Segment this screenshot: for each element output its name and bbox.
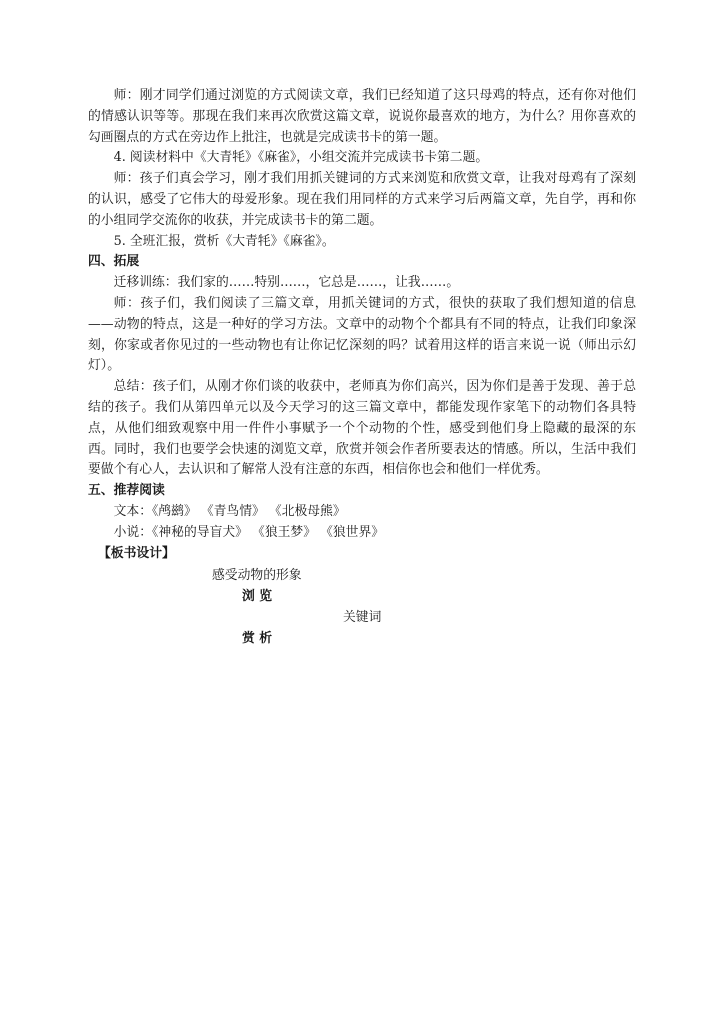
reading-novels: 小说：《神秘的导盲犬》 《狼王梦》 《狼世界》 [113,524,385,540]
paragraph-teacher-1: 师：刚才同学们通过浏览的方式阅读文章，我们已经知道了这只母鸡的特点，还有你对他们的情感认识等等。那现在我们来再次欣赏这篇文章，说说你最喜欢的地方，为什么？用你喜欢的勾画圈点的方式在旁边作上批注，也就是完成读书卡的第一题。 [88,88,636,145]
paragraph-transfer-training: 迁移训练：我们家的……特别……，它总是……，让我……。 [113,275,460,291]
board-topic: 感受动物的形象 [212,567,302,583]
reading-texts: 文本：《鸬鹚》 《青鸟情》 《北极母熊》 [113,503,346,519]
paragraph-step-5: 5. 全班汇报，赏析《大青牦》《麻雀》。 [113,233,335,249]
board-keyword: 关键词 [343,609,382,625]
blackboard-design [88,544,636,646]
paragraph-step-4: 4. 阅读材料中《大青牦》《麻雀》，小组交流并完成读书卡第二题。 [113,150,489,166]
board-appreciate: 赏 析 [242,630,273,646]
document-page [88,86,636,646]
section-heading-extension: 四、拓展 [88,254,140,270]
paragraph-teacher-3: 师：孩子们，我们阅读了三篇文章，用抓关键词的方式，很快的获取了我们想知道的信息——动物的特点，这是一种好的学习方法。文章中的动物个个都具有不同的特点，让我们印象深刻，你家或者你见过的一些动物也有让你记忆深刻的吗？试着用这样的语言来说一说（师出示幻灯）。 [88,295,636,374]
paragraph-summary: 总结：孩子们，从刚才你们谈的收获中，老师真为你们高兴，因为你们是善于发现、善于总结的孩子。我们从第四单元以及今天学习的这三篇文章中，都能发现作家笔下的动物们各具特点，从他们细致观察中用一件件小事赋予一个个动物的个性，感受到他们身上隐藏的最深的东西。同时，我们也要学会快速的浏览文章，欣赏并领会作者所要表达的情感。所以，生活中我们要做个有心人，去认识和了解常人没有注意的东西，相信你也会和他们一样优秀。 [88,379,636,478]
board-browse: 浏 览 [242,588,273,604]
section-heading-recommended-reading: 五、推荐阅读 [88,483,165,499]
board-title: 【板书设计】 [98,545,175,561]
paragraph-teacher-2: 师：孩子们真会学习，刚才我们用抓关键词的方式来浏览和欣赏文章，让我对母鸡有了深刻的认识，感受了它伟大的母爱形象。现在我们用同样的方式来学习后两篇文章，先自学，再和你的小组同学交流你的收获，并完成读书卡的第二题。 [88,171,636,228]
